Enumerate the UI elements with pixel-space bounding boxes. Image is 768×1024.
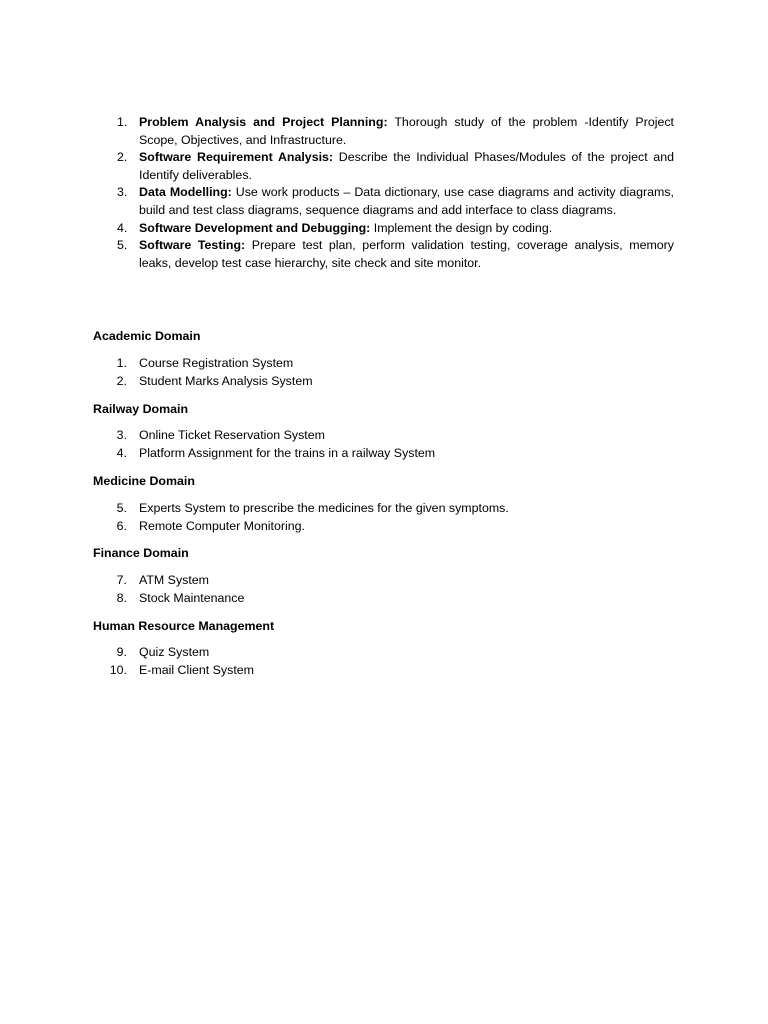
- project-label: Experts System to prescribe the medicines for the given symptoms.: [139, 501, 509, 515]
- list-item: [93, 373, 674, 391]
- domain-heading: Medicine Domain: [93, 474, 195, 488]
- list-item: [93, 355, 674, 373]
- phase-number: 1.: [117, 115, 128, 129]
- phase-title: Problem Analysis and Project Planning:: [139, 115, 388, 129]
- list-item: [93, 662, 674, 680]
- phase-text: Prepare test plan, perform validation testing, coverage analysis, memory leaks, develop test case hierarchy, site check and site monitor.: [139, 238, 674, 270]
- project-number: 7.: [116, 573, 127, 587]
- project-number: 5.: [116, 501, 127, 515]
- phase-text: Thorough study of the problem -Identify Project Scope, Objectives, and Infrastructure.: [139, 115, 674, 147]
- domain-heading: Human Resource Management: [93, 619, 275, 633]
- phase-number: 5.: [117, 238, 128, 253]
- list-item: [93, 518, 674, 536]
- phase-title: Data Modelling:: [139, 185, 232, 200]
- project-label: Student Marks Analysis System: [139, 373, 313, 388]
- project-label: E-mail Client System: [139, 662, 254, 677]
- domain-heading: Railway Domain: [93, 402, 189, 416]
- project-label: Platform Assignment for the trains in a railway System: [139, 445, 436, 460]
- project-list: [93, 572, 674, 608]
- project-number: 6.: [116, 518, 127, 533]
- phase-title: Software Development and Debugging:: [139, 220, 371, 235]
- project-label: Online Ticket Reservation System: [139, 428, 325, 442]
- phase-item: [93, 237, 674, 272]
- project-number: 10.: [109, 662, 127, 677]
- phase-item: [93, 184, 674, 219]
- list-item: [93, 500, 674, 518]
- phase-number: 3.: [117, 185, 128, 200]
- phase-list: [93, 114, 674, 272]
- project-label: Quiz System: [139, 645, 210, 659]
- project-number: 1.: [116, 356, 127, 370]
- list-item: [93, 644, 674, 662]
- list-item: [93, 427, 674, 445]
- project-number: 8.: [116, 590, 127, 605]
- domain-heading: Academic Domain: [93, 329, 201, 343]
- phase-item: [93, 149, 674, 184]
- list-item: [93, 572, 674, 590]
- project-label: Course Registration System: [139, 356, 294, 370]
- project-list: [93, 644, 674, 680]
- phase-title: Software Testing:: [139, 238, 246, 253]
- project-number: 4.: [116, 445, 127, 460]
- list-item: [93, 590, 674, 608]
- phase-number: 4.: [117, 220, 128, 235]
- project-label: Stock Maintenance: [139, 590, 245, 605]
- project-label: Remote Computer Monitoring.: [139, 518, 305, 533]
- project-number: 9.: [116, 645, 127, 659]
- project-list: [93, 427, 674, 463]
- project-list: [93, 355, 674, 391]
- project-number: 3.: [116, 428, 127, 442]
- phase-text: Describe the Individual Phases/Modules of the project and Identify deliverables.: [139, 150, 674, 182]
- project-list: [93, 500, 674, 536]
- phase-item: [93, 220, 674, 238]
- project-number: 2.: [116, 373, 127, 388]
- phase-text: Implement the design by coding.: [370, 220, 553, 235]
- phase-number: 2.: [117, 150, 128, 165]
- phase-item: [93, 114, 674, 149]
- list-item: [93, 445, 674, 463]
- phase-text: Use work products – Data dictionary, use case diagrams and activity diagrams, build and test class diagrams, sequence diagrams and add interface to class diagrams.: [139, 185, 675, 217]
- project-label: ATM System: [139, 573, 209, 587]
- phase-title: Software Requirement Analysis:: [139, 150, 334, 165]
- domain-heading: Finance Domain: [93, 546, 189, 560]
